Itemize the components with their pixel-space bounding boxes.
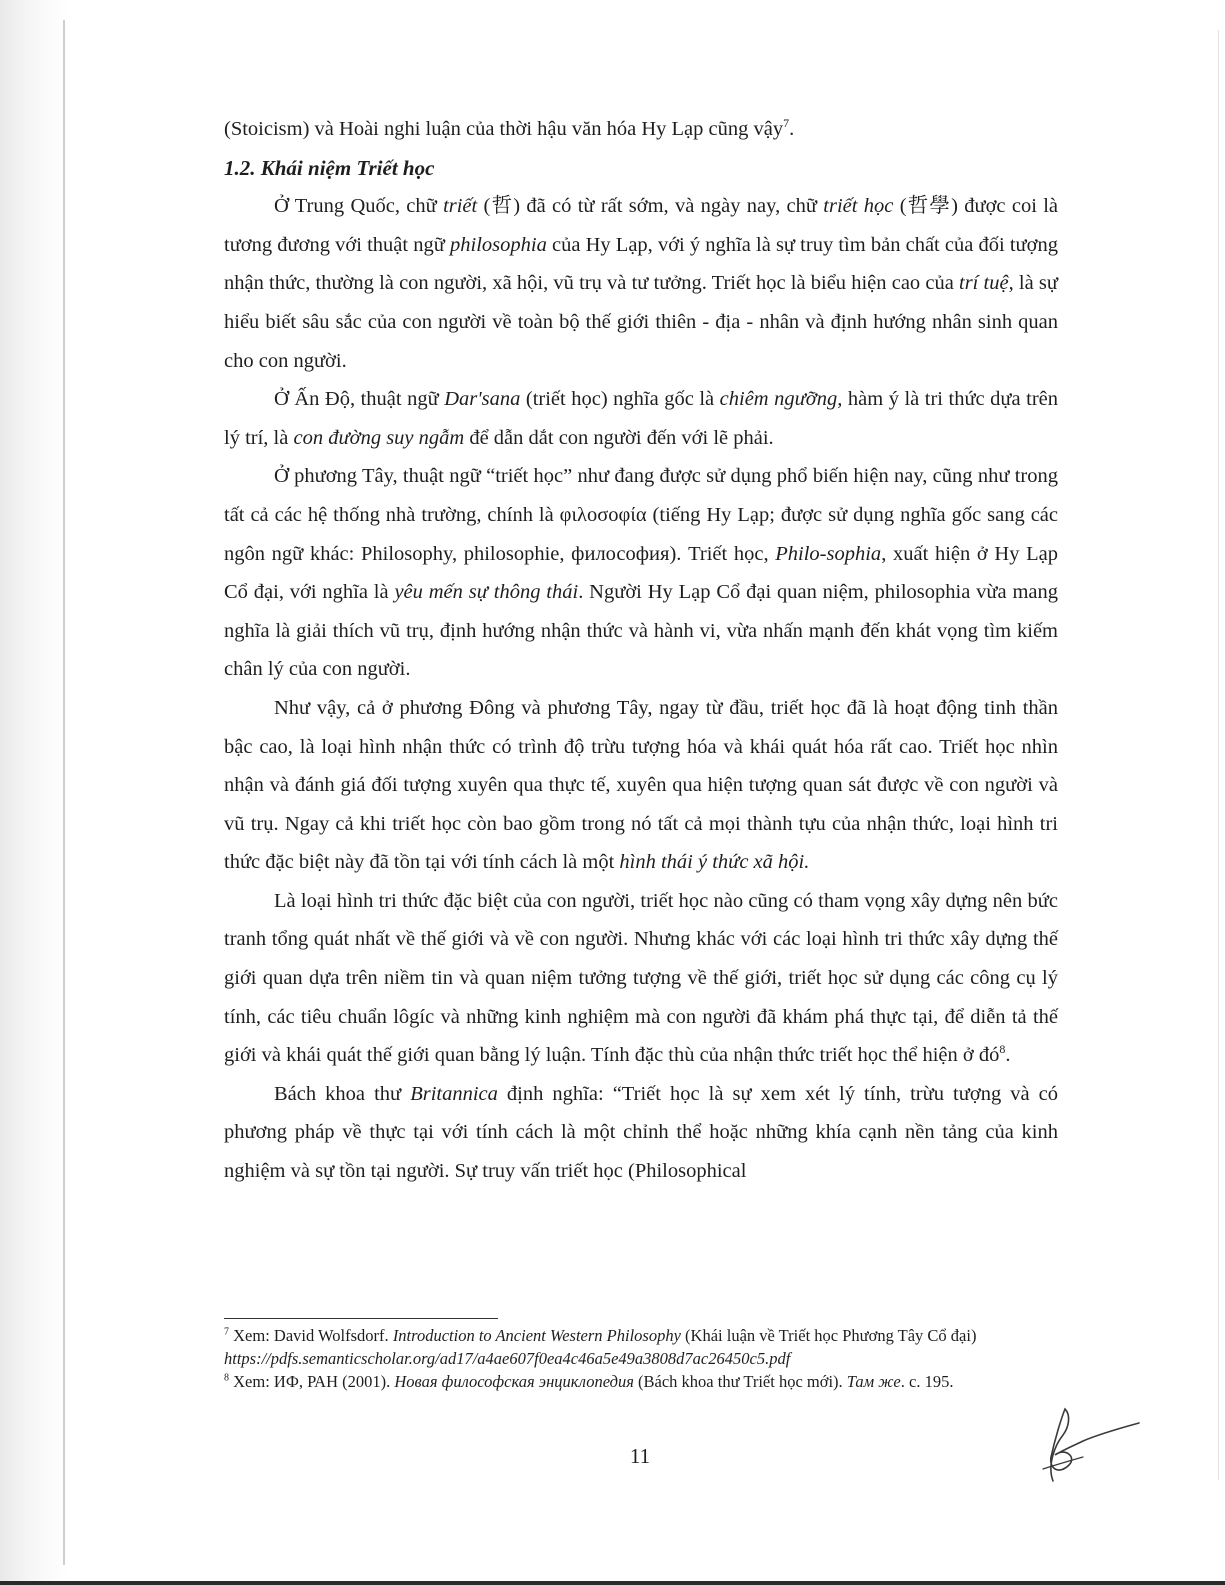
scan-bottom-edge [0,1581,1225,1585]
footnotes [224,1325,1058,1395]
page-number: 11 [629,1444,651,1468]
footnote-ref-7[interactable]: 7 [783,116,790,131]
scan-right-edge-line [1218,30,1219,1480]
handwritten-signature [1025,1395,1145,1485]
paragraph-1: (Stoicism) và Hoài nghi luận của thời hậu văn hóa Hy Lạp cũng vậy$^7$. [224,116,795,140]
footnote-7: $^7$ Xem: David Wolfsdorf. Introduction to Ancient Western Philosophy (Khái luận về Triết học Phương Tây Cổ đại) https://pdfs.semanticscholar.org/ad17/a4ae607f0ea4c46a5e49a3808d7ac26450c5.pdf [224,1326,977,1368]
paragraph-2: Ở Trung Quốc, chữ triết (哲) đã có từ rất sớm, và ngày nay, chữ triết học (哲學) được coi là tương đương với thuật ngữ philosophia của Hy Lạp, với ý nghĩa là sự truy tìm bản chất của đối tượng nhận thức, thường là con người, xã hội, vũ trụ và tư tưởng. Triết học là biểu hiện cao của trí tuệ, là sự hiểu biết sâu sắc của con người về toàn bộ thế giới thiên - địa - nhân và định hướng nhân sinh quan cho con người. [224,195,1058,372]
paragraph-7: Bách khoa thư Britannica định nghĩa: “Triết học là sự xem xét lý tính, trừu tượng và có phương pháp về thực tại với tính cách là một chỉnh thể hoặc những khía cạnh nền tảng của kinh nghiệm và sự tồn tại người. Sự truy vấn triết học (Philosophical [224,1082,1058,1183]
section-heading: 1.2. Khái niệm Triết học [224,155,435,180]
paragraph-6: Là loại hình tri thức đặc biệt của con người, triết học nào cũng có tham vọng xây dựng nên bức tranh tổng quát nhất về thế giới và về con người. Nhưng khác với các loại hình tri thức xây dựng thế giới quan dựa trên niềm tin và quan niệm tưởng tượng về thế giới, triết học sử dụng các công cụ lý tính, các tiêu chuẩn lôgíc và những kinh nghiệm mà con người đã khám phá thực tại, để diễn tả thế giới và khái quát thế giới quan bằng lý luận. Tính đặc thù của nhận thức triết học thể hiện ở $đó^8$. [224,889,1058,1067]
footnote-ref-8[interactable]: 8 [999,1042,1006,1057]
footnote-separator [224,1318,498,1319]
page-body [224,110,1058,1191]
footnote-link[interactable]: https://pdfs.semanticscholar.org/ad17/a4ae607f0ea4c46a5e49a3808d7ac26450c5.pdf [224,1348,791,1368]
paragraph-4: Ở phương Tây, thuật ngữ “triết học” như đang được sử dụng phổ biến hiện nay, cũng như trong tất cả các hệ thống nhà trường, chính là φιλοσοφία (tiếng Hy Lạp; được sử dụng nghĩa gốc sang các ngôn ngữ khác: Philosophy, philosophie, философия). Triết học, Philo-sophia, xuất hiện ở Hy Lạp Cổ đại, với nghĩa là yêu mến sự thông thái. Người Hy Lạp Cổ đại quan niệm, philosophia vừa mang nghĩa là giải thích vũ trụ, định hướng nhận thức và hành vi, vừa nhấn mạnh đến khát vọng tìm kiếm chân lý của con người. [224,465,1058,681]
paragraph-5: Như vậy, cả ở phương Đông và phương Tây, ngay từ đầu, triết học đã là hoạt động tinh thần bậc cao, là loại hình nhận thức có trình độ trừu tượng hóa và khái quát hóa rất cao. Triết học nhìn nhận và đánh giá đối tượng xuyên qua thực tế, xuyên qua hiện tượng quan sát được về con người và vũ trụ. Ngay cả khi triết học còn bao gồm trong nó tất cả mọi thành tựu của nhận thức, loại hình tri thức đặc biệt này đã tồn tại với tính cách là một hình thái ý thức xã hội. [224,696,1058,874]
paragraph-3: Ở Ấn Độ, thuật ngữ Dar'sana (triết học) nghĩa gốc là chiêm ngưỡng, hàm ý là tri thức dựa trên lý trí, là con đường suy ngẫm để dẫn dắt con người đến với lẽ phải. [224,388,1059,449]
scan-left-shadow [0,0,68,1585]
scan-left-edge-line [63,20,65,1565]
footnote-8: $^8$ Xem: ИФ, РАН (2001). Новая философская энциклопедия (Bách khoa thư Triết học mới). Там же. с. 195. [224,1372,954,1391]
